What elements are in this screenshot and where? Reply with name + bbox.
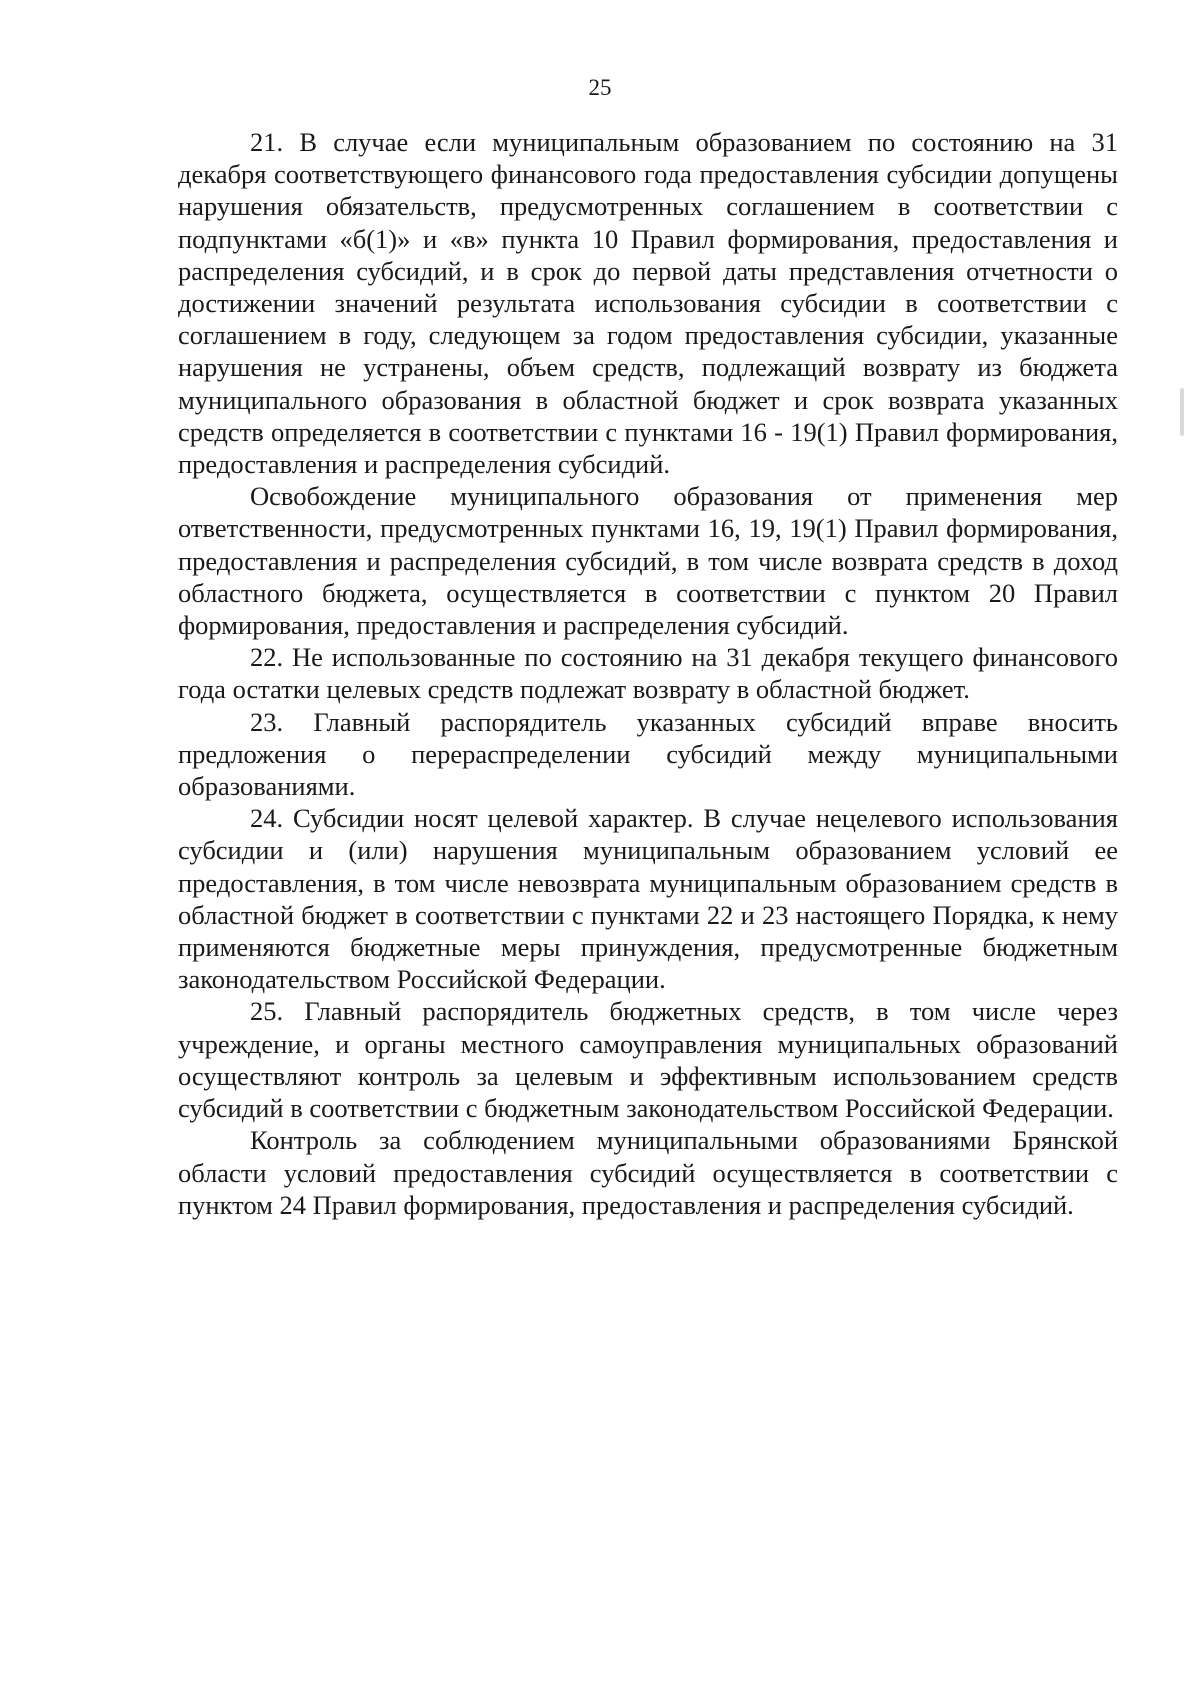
scan-edge-mark (1180, 388, 1184, 436)
paragraph-23: 23. Главный распорядитель указанных субсидий вправе вносить предложения о перераспределении субсидий между муниципальными образованиями. (178, 706, 1118, 802)
paragraph-21-release: Освобождение муниципального образования от применения мер ответственности, предусмотренных пунктами 16, 19, 19(1) Правил формирования, предоставления и распределения субсидий, в том числе возврата средств в доход областного бюджета, осуществляется в соответствии с пунктом 20 Правил формирования, предоставления и распределения субсидий. (178, 481, 1118, 641)
paragraph-25-control: Контроль за соблюдением муниципальными образованиями Брянской области условий предоставления субсидий осуществляется в соответствии с пунктом 24 Правил формирования, предоставления и распределения субсидий. (178, 1125, 1118, 1220)
page-number: 25 (588, 75, 612, 100)
paragraph-24: 24. Субсидии носят целевой характер. В случае нецелевого использования субсидии и (или) нарушения муниципальным образованием условий ее предоставления, в том числе невозврата муниципальным образованием средств в областной бюджет в соответствии с пунктами 22 и 23 настоящего Порядка, к нему применяются бюджетные меры принуждения, предусмотренные бюджетным законодательством Российской Федерации. (178, 803, 1118, 995)
document-body (178, 126, 1118, 1221)
paragraph-21: 21. В случае если муниципальным образованием по состоянию на 31 декабря соответствующего финансового года предоставления субсидии допущены нарушения обязательств, предусмотренных соглашением в соответствии с подпунктами «б(1)» и «в» пункта 10 Правил формирования, предоставления и распределения субсидий, и в срок до первой даты представления отчетности о достижении значений результата использования субсидии в соответствии с соглашением в году, следующем за годом предоставления субсидии, указанные нарушения не устранены, объем средств, подлежащий возврату из бюджета муниципального образования в областной бюджет и срок возврата указанных средств определяется в соответствии с пунктами 16 - 19(1) Правил формирования, предоставления и распределения субсидий. (178, 127, 1118, 480)
paragraph-22: 22. Не использованные по состоянию на 31 декабря текущего финансового года остатки целевых средств подлежат возврату в областной бюджет. (178, 642, 1118, 705)
paragraph-25: 25. Главный распорядитель бюджетных средств, в том числе через учреждение, и органы местного самоуправления муниципальных образований осуществляют контроль за целевым и эффективным использованием средств субсидий в соответствии с бюджетным законодательством Российской Федерации. (178, 996, 1118, 1124)
